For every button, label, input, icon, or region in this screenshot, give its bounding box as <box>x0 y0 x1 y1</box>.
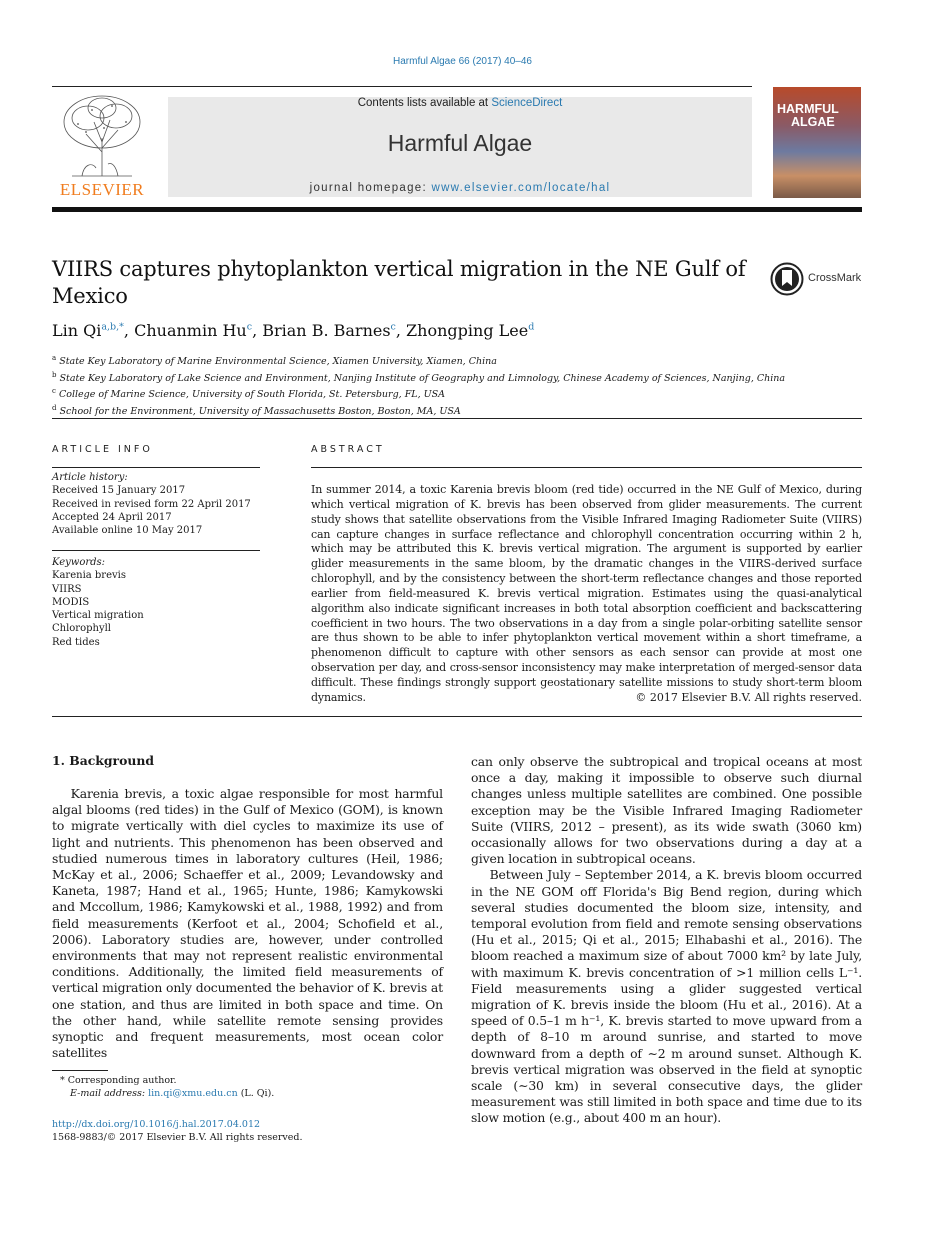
body-paragraph: Between July – September 2014, a K. brevis bloom occurred in the NE GOM off Florida's Big Bend region, during which several studies documented the bloom size, intensity, and temporal evolution from field and remote sensing observations (Hu et al., 2015; Qi et al., 2015; Elhabashi et al., 2016). The bloom reached a maximum size of about 7000 km² by late July, with maximum K. brevis concentration of >1 million cells L⁻¹. Field measurements using a glider suggested vertical migration of K. brevis inside the bloom (Hu et al., 2016). At a speed of 0.5–1 m h⁻¹, K. brevis started to move upward from a depth of 8–10 m around sunrise, and started to move downward from a depth of ∼2 m around sunset. Although K. brevis vertical migration was observed in the field at synoptic scale (∼30 km) in several consecutive days, the glider measurement was still limited in both space and time due to its slow motion (e.g., about 400 m an hour). <box>471 867 862 1126</box>
keyword-item: Chlorophyll <box>52 623 111 635</box>
crossmark-icon <box>770 262 804 296</box>
history-item: Accepted 24 April 2017 <box>52 511 172 523</box>
abstract-heading: ABSTRACT <box>311 444 385 455</box>
footer-doi <box>52 1118 303 1145</box>
elsevier-logo[interactable] <box>52 92 152 200</box>
cover-title-line-2: ALGAE <box>791 115 835 129</box>
author-list: Lin $Qi^{a,b,*}$, Chuanmin Hu$^c$, Brian B. Barnes$^c$, Zhongping Lee$^d$ <box>52 321 535 340</box>
article-title: VIIRS captures phytoplankton vertical migration in the NE Gulf of Mexico <box>52 257 746 308</box>
affiliation-text: College of Marine Science, University of South Florida, St. Petersburg, FL, USA <box>58 389 446 401</box>
keyword-item: Vertical migration <box>52 610 144 622</box>
corresponding-author-note <box>52 1074 274 1101</box>
author-affiliation-marker[interactable]: d <box>528 321 535 333</box>
keyword-item: VIIRS <box>52 583 82 595</box>
header-bottom-rule <box>52 207 862 212</box>
article-history <box>52 471 251 537</box>
sciencedirect-link[interactable]: ScienceDirect <box>491 97 563 109</box>
affiliation-item <box>52 402 785 419</box>
journal-citation[interactable]: Harmful Algae 66 (2017) 40–46 <box>393 56 532 67</box>
author-email-link[interactable]: lin.qi@xmu.edu.cn <box>148 1088 238 1100</box>
affiliation-text: State Key Laboratory of Marine Environmental Science, Xiamen University, Xiamen, China <box>59 356 497 368</box>
corresponding-label: * Corresponding author. <box>60 1075 177 1086</box>
affiliation-list <box>52 352 785 419</box>
abstract-bottom-rule <box>52 716 862 717</box>
cover-title <box>777 103 839 129</box>
keywords-list <box>52 556 144 649</box>
issn-line: 1568-9883/© 2017 Elsevier B.V. All rights reserved. <box>52 1132 303 1144</box>
journal-banner <box>168 97 752 197</box>
abstract-rule <box>311 467 862 468</box>
homepage-prefix: journal homepage: <box>309 182 432 194</box>
affiliation-key: c <box>52 387 56 396</box>
abstract-copyright: © 2017 Elsevier B.V. All rights reserved. <box>635 691 862 704</box>
body-paragraph: can only observe the subtropical and tropical oceans at most once a day, making it impossible to observe such diurnal changes unless multiple satellites are combined. One possible exception may be the Visible Infrared Imaging Radiometer Suite (VIIRS, 2012 – present), as its wide swath (3060 km) occasionally allows for two observations during a day at a given location in subtropical oceans. <box>471 754 862 867</box>
crossmark-badge[interactable] <box>770 262 865 296</box>
author-affiliation-marker[interactable]: c <box>246 321 253 333</box>
body-right-column <box>471 754 862 1127</box>
author-name[interactable]: Brian B. Barnes <box>262 321 391 340</box>
header-top-rule <box>52 86 752 87</box>
contents-line <box>168 97 752 109</box>
contents-prefix: Contents lists available at <box>357 97 492 109</box>
publisher-wordmark: ELSEVIER <box>59 180 145 199</box>
affiliation-item <box>52 369 785 386</box>
crossmark-label: CrossMark <box>808 272 862 284</box>
author-name[interactable]: Zhongping Lee <box>406 321 529 340</box>
footnote-rule <box>52 1070 108 1071</box>
homepage-link[interactable]: www.elsevier.com/locate/hal <box>431 182 611 194</box>
journal-homepage-line <box>168 182 752 194</box>
affiliation-item <box>52 385 785 402</box>
history-label: Article history: <box>52 472 128 483</box>
abstract-text: In summer 2014, a toxic Karenia brevis bloom (red tide) occurred in the NE Gulf of Mexico, during which vertical migration of K. brevis has been observed from glider measurements. The current study shows that satellite observations from the Visible Infrared Imaging Radiometer Suite (VIIRS) can capture changes in surface reflectance and chlorophyll concentration occurring within 2 h, which may be attributed this K. brevis vertical migration. The argument is supported by earlier glider measurements in the same bloom, by the dramatic changes in the VIIRS-derived surface chlorophyll, and by the consistency between the short-term reflectance changes and those reported earlier from field-measured K. brevis vertical migration. Estimates using the quasi-analytical algorithm also indicate significant increases in both total absorption coefficient and backscattering coefficient in two hours. The two observations in a day from a single polar-orbiting satellite sensor are thus shown to be able to infer phytoplankton vertical movement within a short timeframe, a phenomenon difficult to capture with other sensors as each sensor can provide at most one observation per day, and cross-sensor inconsistency may make interpretation of merged-sensor data difficult. These findings strongly support geostationary satellite missions to study short-term bloom dynamics. <box>311 483 862 704</box>
article-info-rule <box>52 467 260 468</box>
affiliation-key: d <box>52 403 57 412</box>
author-name[interactable]: Lin Qi <box>52 321 102 340</box>
section-heading: 1. Background <box>52 753 155 768</box>
journal-cover-image[interactable] <box>773 87 861 198</box>
history-item: Available online 10 May 2017 <box>52 525 203 537</box>
body-left-column <box>52 786 443 1061</box>
keyword-item: Red tides <box>52 636 100 648</box>
title-block-rule <box>52 418 862 419</box>
affiliation-text: School for the Environment, University of Massachusetts Boston, Boston, MA, USA <box>59 406 461 418</box>
doi-link[interactable]: http://dx.doi.org/10.1016/j.hal.2017.04.012 <box>52 1119 261 1130</box>
history-item: Received 15 January 2017 <box>52 485 186 497</box>
keywords-label: Keywords: <box>52 557 106 568</box>
affiliation-item <box>52 352 785 369</box>
article-info-heading: ARTICLE INFO <box>52 444 153 455</box>
author-affiliation-marker[interactable]: c <box>390 321 396 333</box>
body-paragraph: Karenia brevis, a toxic algae responsible for most harmful algal blooms (red tides) in the Gulf of Mexico (GOM), is known to migrate vertically with diel cycles to maximize its use of light and nutrients. This phenomenon has been observed and studied numerous times in laboratory cultures (Heil, 1986; McKay et al., 2006; Schaeffer et al., 2009; Levandowsky and Kaneta, 1987; Hand et al., 1965; Hunte, 1986; Kamykowski and Mccollum, 1986; Kamykowski et al., 1988, 1992) and from field measurements (Kerfoot et al., 2004; Schofield et al., 2006). Laboratory studies are, however, under controlled environments that may not represent realistic environmental conditions. Additionally, the limited field measurements of vertical migration only documented the behavior of K. brevis at one station, and thus are limited in both space and time. On the other hand, while satellite remote sensing provides synoptic and frequent measurements, most ocean color satellites <box>52 786 443 1061</box>
email-label: E-mail address: <box>70 1088 149 1100</box>
journal-title: Harmful Algae <box>387 130 533 156</box>
history-item: Received in revised form 22 April 2017 <box>52 498 251 510</box>
cover-title-line-1: HARMFUL <box>777 102 839 116</box>
affiliation-key: a <box>52 354 57 362</box>
affiliation-text: State Key Laboratory of Lake Science and Environment, Nanjing Institute of Geography and Limnology, Chinese Academy of Sciences, Nanjing, China <box>59 372 786 384</box>
author-name[interactable]: Chuanmin Hu <box>134 321 247 340</box>
keyword-item: Karenia brevis <box>52 570 126 582</box>
elsevier-tree-icon <box>52 92 152 180</box>
author-affiliation-marker[interactable]: a,b,* <box>101 321 124 333</box>
email-suffix: (L. Qi). <box>237 1088 275 1100</box>
keywords-rule <box>52 550 260 551</box>
affiliation-key: b <box>52 370 57 379</box>
keyword-item: MODIS <box>52 596 90 608</box>
